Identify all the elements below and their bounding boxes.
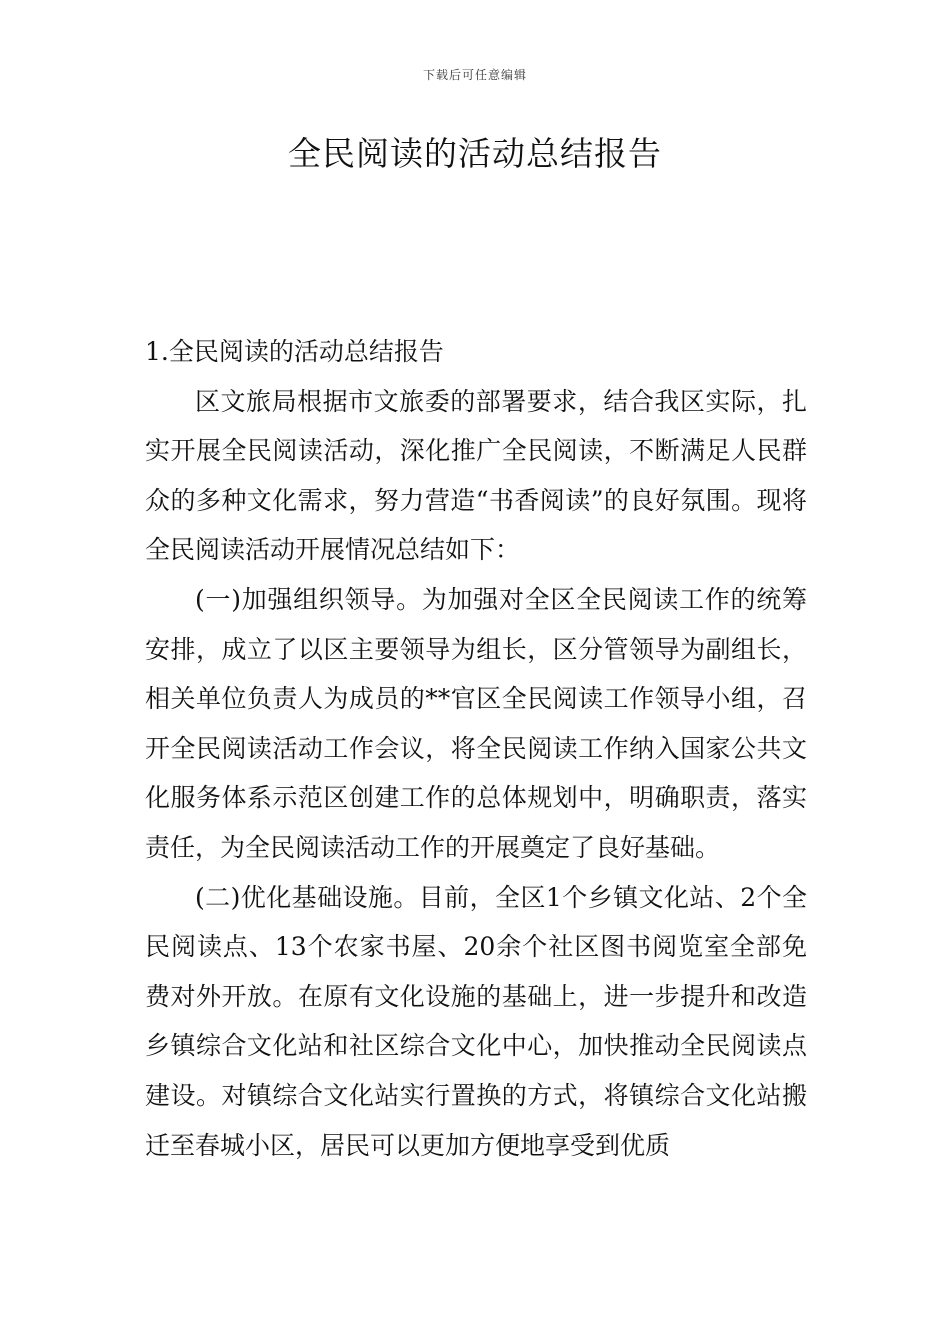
- paragraph-intro: 区文旅局根据市文旅委的部署要求，结合我区实际，扎实开展全民阅读活动，深化推广全民阅读，不断满足人民群众的多种文化需求，努力营造“书香阅读”的良好氛围。现将全民阅读活动开展情况总结如下：: [145, 386, 807, 565]
- document-body: [145, 327, 807, 1170]
- document-title: 全民阅读的活动总结报告: [288, 134, 662, 173]
- paragraph-organization: (一)加强组织领导。为加强对全区全民阅读工作的统筹安排，成立了以区主要领导为组长，区分管领导为副组长，相关单位负责人为成员的**官区全民阅读工作领导小组，召开全民阅读活动工作会议，将全民阅读工作纳入国家公共文化服务体系示范区创建工作的总体规划中，明确职责，落实责任，为全民阅读活动工作的开展奠定了良好基础。: [145, 584, 807, 862]
- header-note: 下载后可任意编辑: [422, 68, 527, 82]
- section-heading: 1.全民阅读的活动总结报告: [145, 337, 444, 366]
- paragraph-infrastructure: (二)优化基础设施。目前，全区1个乡镇文化站、2个全民阅读点、13个农家书屋、20余个社区图书阅览室全部免费对外开放。在原有文化设施的基础上，进一步提升和改造乡镇综合文化站和社区综合文化中心，加快推动全民阅读点建设。对镇综合文化站实行置换的方式，将镇综合文化站搬迁至春城小区，居民可以更加方便地享受到优质: [145, 882, 807, 1160]
